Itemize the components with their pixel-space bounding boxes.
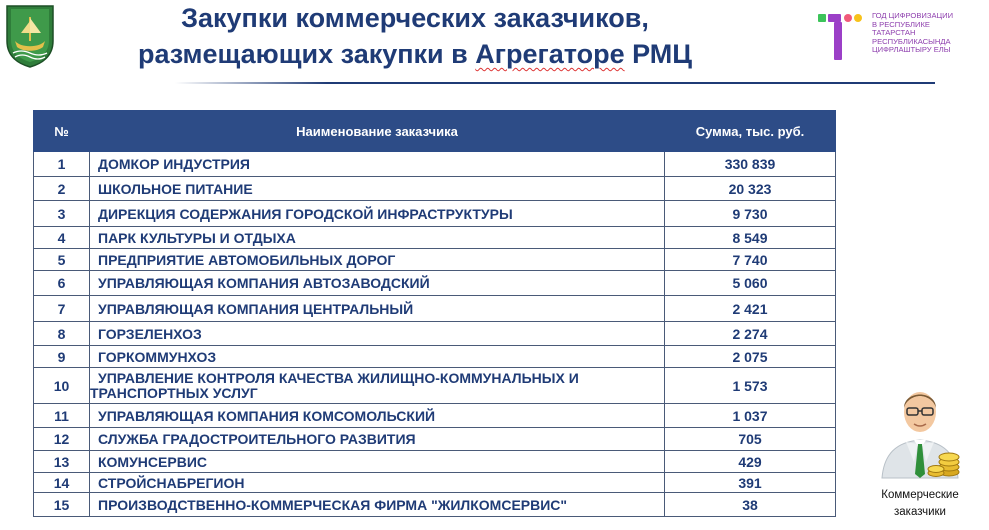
row-num: 14 [34, 473, 90, 493]
row-sum: 2 421 [665, 296, 836, 322]
table-row [34, 451, 836, 473]
row-name: КОМУНСЕРВИС [90, 451, 665, 473]
table-row [34, 428, 836, 451]
page-title [70, 0, 760, 72]
city-emblem-icon [3, 3, 57, 69]
row-num: 1 [34, 152, 90, 177]
row-name: ПАРК КУЛЬТУРЫ И ОТДЫХА [90, 227, 665, 249]
row-name: УПРАВЛЯЮЩАЯ КОМПАНИЯ АВТОЗАВОДСКИЙ [90, 271, 665, 296]
row-sum: 38 [665, 493, 836, 517]
row-num: 15 [34, 493, 90, 517]
row-name: СЛУЖБА ГРАДОСТРОИТЕЛЬНОГО РАЗВИТИЯ [90, 428, 665, 451]
row-num: 12 [34, 428, 90, 451]
table-row [34, 177, 836, 201]
row-sum: 8 549 [665, 227, 836, 249]
table-row [34, 227, 836, 249]
row-num: 4 [34, 227, 90, 249]
row-name: ГОРКОММУНХОЗ [90, 346, 665, 368]
row-name: ШКОЛЬНОЕ ПИТАНИЕ [90, 177, 665, 201]
row-sum: 5 060 [665, 271, 836, 296]
column-header-sum: Сумма, тыс. руб. [665, 111, 836, 152]
row-name: ПРЕДПРИЯТИЕ АВТОМОБИЛЬНЫХ ДОРОГ [90, 249, 665, 271]
commercial-customers-caption: Коммерческие заказчики [881, 489, 959, 518]
row-name: ДИРЕКЦИЯ СОДЕРЖАНИЯ ГОРОДСКОЙ ИНФРАСТРУКТУРЫ [90, 201, 665, 227]
row-sum: 705 [665, 428, 836, 451]
row-sum: 20 323 [665, 177, 836, 201]
table-row [34, 322, 836, 346]
row-num: 8 [34, 322, 90, 346]
row-name: УПРАВЛЯЮЩАЯ КОМПАНИЯ КОМСОМОЛЬСКИЙ [90, 404, 665, 428]
row-num: 13 [34, 451, 90, 473]
row-sum: 2 075 [665, 346, 836, 368]
table-row [34, 404, 836, 428]
row-name: УПРАВЛЕНИЕ КОНТРОЛЯ КАЧЕСТВА ЖИЛИЩНО-КОММУНАЛЬНЫХ И ТРАНСПОРТНЫХ УСЛУГ [90, 368, 665, 404]
table-row [34, 368, 836, 404]
title-divider [175, 82, 935, 84]
digitalization-year-text: ГОД ЦИФРОВИЗАЦИИ В РЕСПУБЛИКЕ ТАТАРСТАН РЕСПУБЛИКАСЫНДА ЦИФРЛАШТЫРУ ЕЛЫ [872, 11, 954, 55]
table-row [34, 249, 836, 271]
row-num: 7 [34, 296, 90, 322]
row-sum: 7 740 [665, 249, 836, 271]
row-sum: 330 839 [665, 152, 836, 177]
table-row [34, 346, 836, 368]
row-name: ДОМКОР ИНДУСТРИЯ [90, 152, 665, 177]
table-row [34, 493, 836, 517]
row-name: ГОРЗЕЛЕНХОЗ [90, 322, 665, 346]
column-header-num: № [34, 111, 90, 152]
row-num: 5 [34, 249, 90, 271]
row-num: 6 [34, 271, 90, 296]
table-row [34, 201, 836, 227]
row-sum: 391 [665, 473, 836, 493]
row-num: 3 [34, 201, 90, 227]
row-num: 2 [34, 177, 90, 201]
table-row [34, 152, 836, 177]
row-num: 9 [34, 346, 90, 368]
row-num: 11 [34, 404, 90, 428]
row-name: УПРАВЛЯЮЩАЯ КОМПАНИЯ ЦЕНТРАЛЬНЫЙ [90, 296, 665, 322]
row-sum: 1 573 [665, 368, 836, 404]
row-sum: 1 037 [665, 404, 836, 428]
row-name: ПРОИЗВОДСТВЕННО-КОММЕРЧЕСКАЯ ФИРМА "ЖИЛКОМСЕРВИС" [90, 493, 665, 517]
row-sum: 2 274 [665, 322, 836, 346]
title-line-1: Закупки коммерческих заказчиков, [181, 3, 649, 33]
title-line-2: размещающих закупки в Агрегаторе РМЦ [137, 39, 693, 69]
title-highlight-word: Агрегаторе [475, 39, 625, 69]
customers-table [33, 110, 836, 517]
table-row [34, 296, 836, 322]
table-header-row [34, 111, 836, 152]
digitalization-year-logo-icon [816, 10, 866, 66]
row-sum: 429 [665, 451, 836, 473]
table-row [34, 271, 836, 296]
row-sum: 9 730 [665, 201, 836, 227]
column-header-name: Наименование заказчика [90, 111, 665, 152]
row-name: СТРОЙСНАБРЕГИОН [90, 473, 665, 493]
row-num: 10 [34, 368, 90, 404]
table-row [34, 473, 836, 493]
businessman-coins-icon [878, 378, 962, 480]
